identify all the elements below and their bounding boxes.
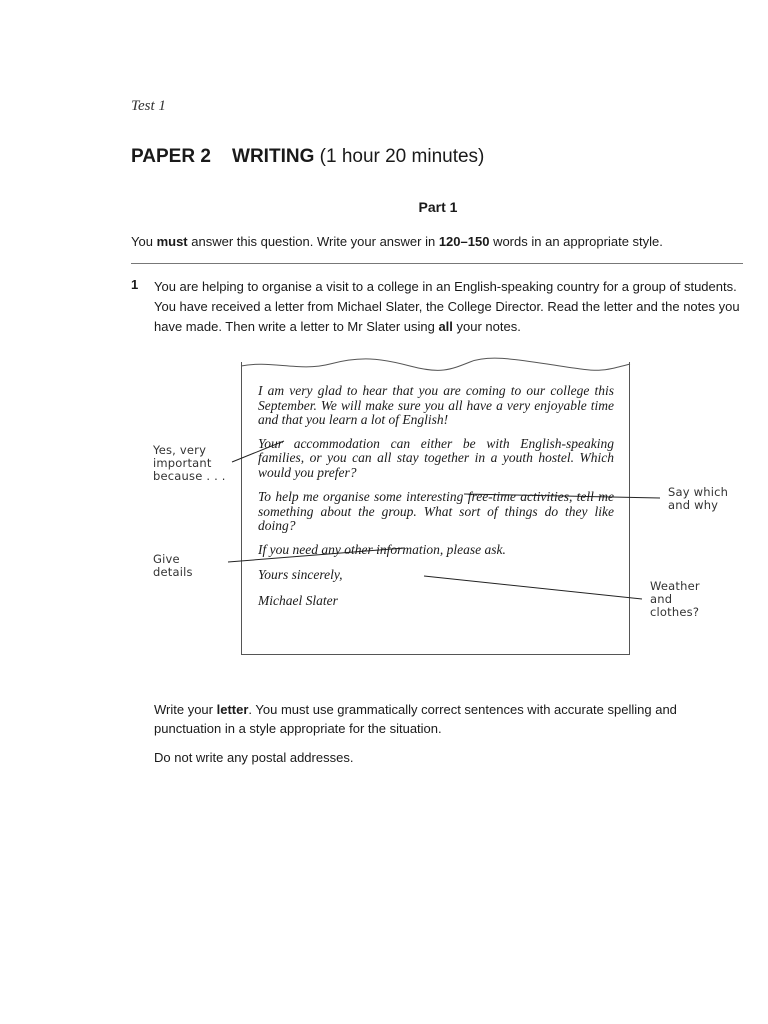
letter-paragraph: To help me organise some interesting free-time activities, tell me something about the group. What sort of things do they like doing? bbox=[258, 489, 614, 533]
task-letter-word: letter bbox=[216, 702, 249, 717]
note-line: Yes, very bbox=[153, 443, 207, 457]
section-name: WRITING bbox=[232, 146, 315, 167]
note-line: Weather bbox=[650, 579, 700, 593]
note-line: Give bbox=[153, 552, 180, 566]
test-label: Test 1 bbox=[131, 98, 166, 114]
note-line: and why bbox=[668, 498, 719, 512]
note-line: clothes? bbox=[650, 605, 700, 619]
torn-edge bbox=[241, 358, 630, 370]
letter-paragraph: If you need any other information, please ask. bbox=[258, 541, 506, 557]
instruction-must: must bbox=[156, 234, 188, 249]
note-line: Say which bbox=[668, 485, 729, 499]
task-instruction-2: Do not write any postal addresses. bbox=[154, 750, 354, 765]
paper-number: PAPER 2 bbox=[131, 146, 211, 167]
note-line: because . . . bbox=[153, 469, 226, 483]
instruction-text: You bbox=[131, 234, 157, 249]
note-give-details bbox=[153, 553, 193, 579]
duration: (1 hour 20 minutes) bbox=[319, 146, 485, 167]
task-instructions bbox=[154, 700, 746, 777]
task-text: Write your bbox=[154, 702, 217, 717]
note-line: and bbox=[650, 592, 673, 606]
letter-signature: Michael Slater bbox=[258, 592, 338, 608]
question-all: all bbox=[438, 319, 453, 334]
note-weather bbox=[650, 580, 700, 619]
question-body: your notes. bbox=[452, 319, 521, 334]
note-line: details bbox=[153, 565, 193, 579]
instruction-word-count: 120–150 bbox=[438, 234, 490, 249]
question-body: You are helping to organise a visit to a college in an English-speaking country for a group of students. You have received a letter from Michael Slater, the College Director. Read the letter and the notes you have made. Then write a letter to Mr Slater using bbox=[154, 279, 740, 334]
task-text: . You must use grammatically correct sentences with accurate spelling and punctuation in a style appropriate for the situation. bbox=[154, 702, 677, 736]
part-title: Part 1 bbox=[418, 199, 458, 215]
question-number: 1 bbox=[131, 277, 139, 292]
note-line: important bbox=[153, 456, 212, 470]
instruction-text: answer this question. Write your answer in bbox=[187, 234, 439, 249]
letter-paragraph: Your accommodation can either be with English-speaking families, or you can all stay together in a youth hostel. Which would you prefer? bbox=[258, 435, 614, 480]
note-important bbox=[153, 444, 226, 483]
note-say-which bbox=[668, 486, 728, 512]
letter-closing: Yours sincerely, bbox=[258, 567, 343, 582]
task-instruction-1 bbox=[154, 700, 746, 738]
letter-text bbox=[258, 384, 614, 608]
instruction-text: words in an appropriate style. bbox=[489, 234, 663, 249]
letter-paragraph: I am very glad to hear that you are coming to our college this September. We will make sure you all have a very enjoyable time and that you learn a lot of English! bbox=[258, 383, 614, 427]
